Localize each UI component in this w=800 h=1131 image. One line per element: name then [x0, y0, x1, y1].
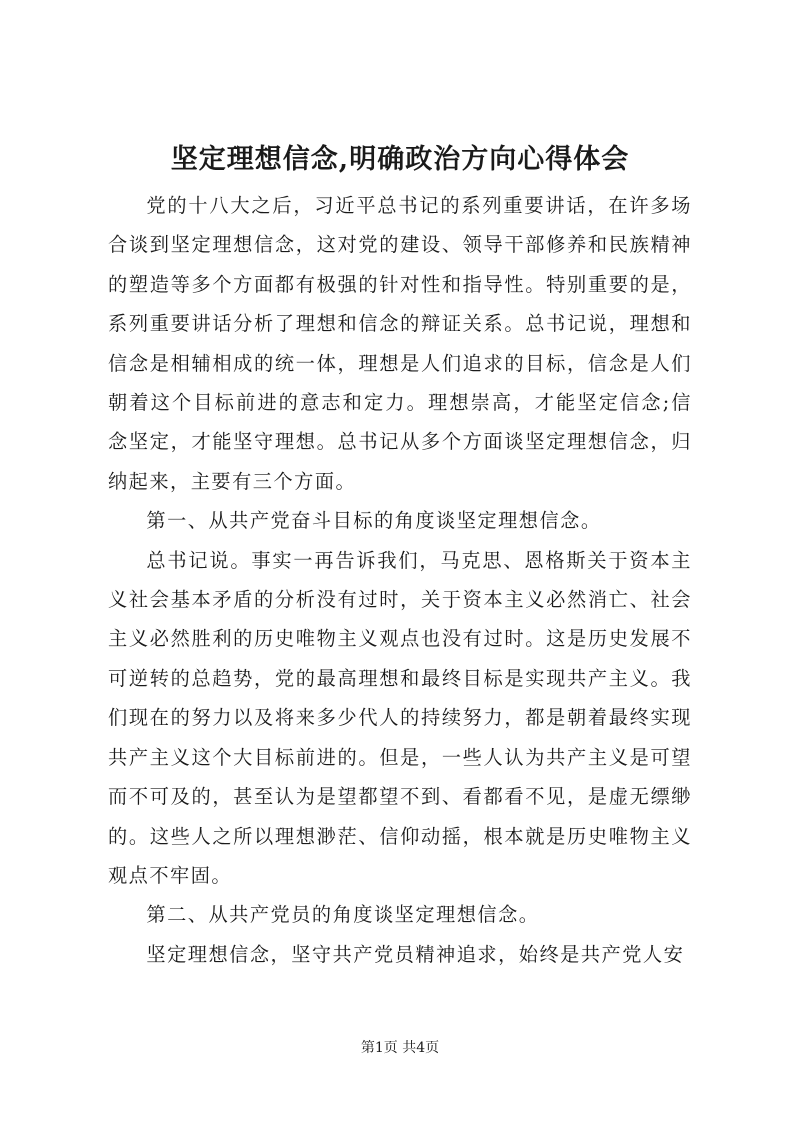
- paragraph-section-1-body: 总书记说。事实一再告诉我们，马克思、恩格斯关于资本主义社会基本矛盾的分析没有过时，关于资本主义必然消亡、社会主义必然胜利的历史唯物主义观点也没有过时。这是历史发展不可逆转的总趋势，党的最高理想和最终目标是实现共产主义。我们现在的努力以及将来多少代人的持续努力，都是朝着最终实现共产主义这个大目标前进的。但是，一些人认为共产主义是可望而不可及的，甚至认为是望都望不到、看都看不见，是虚无缥缈的。这些人之所以理想渺茫、信仰动摇，根本就是历史唯物主义观点不牢固。: [108, 548, 692, 887]
- paragraph-section-2-heading: 第二、从共产党员的角度谈坚定理想信念。: [146, 903, 540, 927]
- paragraph-intro: 党的十八大之后，习近平总书记的系列重要讲话，在许多场合谈到坚定理想信念，这对党的建设、领导干部修养和民族精神的塑造等多个方面都有极强的针对性和指导性。特别重要的是，系列重要讲话分析了理想和信念的辩证关系。总书记说，理想和信念是相辅相成的统一体，理想是人们追求的目标，信念是人们朝着这个目标前进的意志和定力。理想崇高，才能坚定信念;信念坚定，才能坚守理想。总书记从多个方面谈坚定理想信念，归纳起来，主要有三个方面。: [108, 194, 692, 493]
- document-title: 坚定理想信念,明确政治方向心得体会: [170, 144, 630, 175]
- page-number-footer: 第1页 共4页: [360, 1040, 440, 1056]
- paragraph-section-1-heading: 第一、从共产党奋斗目标的角度谈坚定理想信念。: [146, 509, 602, 533]
- paragraph-section-2-body: 坚定理想信念，坚守共产党员精神追求，始终是共产党人安: [146, 942, 685, 966]
- document-body: [108, 186, 692, 974]
